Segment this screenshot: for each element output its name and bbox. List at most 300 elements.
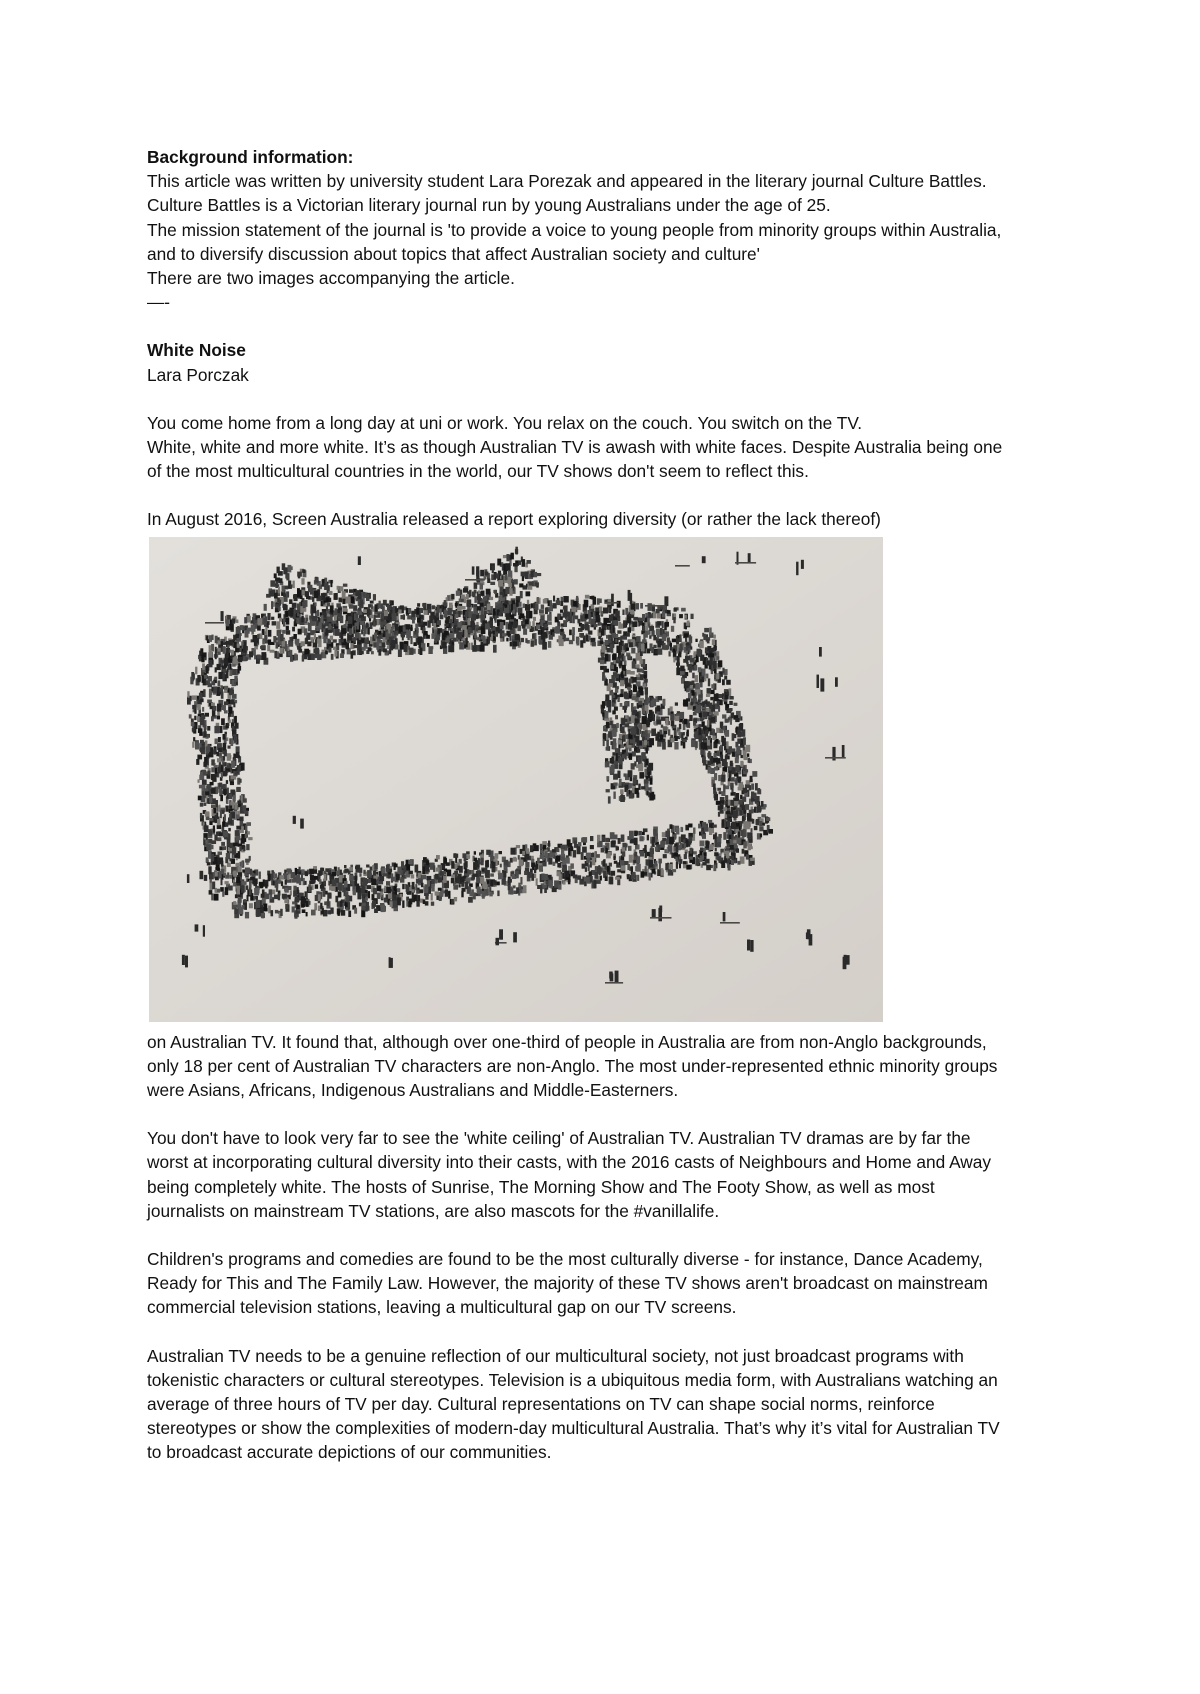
crowd-figure xyxy=(329,591,333,595)
crowd-figure xyxy=(187,696,191,704)
crowd-figure xyxy=(320,884,325,888)
crowd-figure xyxy=(658,858,662,863)
crowd-figure xyxy=(535,582,539,586)
crowd-figure xyxy=(674,608,677,612)
crowd-figure xyxy=(693,683,695,688)
crowd-figure xyxy=(416,901,419,907)
crowd-figure xyxy=(485,870,490,878)
crowd-figure xyxy=(632,621,637,627)
crowd-figure xyxy=(427,643,429,647)
crowd-figure xyxy=(234,716,237,723)
crowd-figure xyxy=(544,884,547,888)
crowd-figure xyxy=(606,700,611,707)
crowd-figure xyxy=(231,776,235,779)
crowd-figure xyxy=(553,595,555,601)
crowd-figure xyxy=(498,603,502,607)
crowd-figure xyxy=(561,849,564,856)
crowd-figure xyxy=(724,675,727,679)
crowd-figure xyxy=(620,860,624,865)
crowd-figure xyxy=(332,879,337,886)
crowd-figure xyxy=(700,718,704,721)
crowd-figure xyxy=(220,887,224,892)
crowd-figure xyxy=(695,675,698,682)
crowd-figure xyxy=(641,786,645,789)
crowd-figure xyxy=(606,848,608,854)
crowd-figure xyxy=(278,606,281,610)
crowd-figure xyxy=(738,776,741,782)
crowd-figure xyxy=(718,694,723,698)
crowd-figure xyxy=(324,583,328,590)
crowd-figure xyxy=(513,641,518,646)
crowd-figure xyxy=(383,648,387,652)
crowd-figure xyxy=(404,644,408,652)
crowd-figure xyxy=(679,614,683,618)
crowd-figure xyxy=(236,814,240,819)
crowd-figure xyxy=(222,705,226,710)
crowd-figure xyxy=(638,617,642,620)
crowd-figure xyxy=(593,596,597,604)
crowd-figure xyxy=(709,653,714,657)
crowd-figure xyxy=(411,610,416,613)
crowd-figure xyxy=(487,578,490,583)
crowd-figure xyxy=(249,903,253,908)
crowd-figure xyxy=(206,635,208,640)
crowd-figure xyxy=(716,800,721,804)
crowd-figure xyxy=(474,851,476,855)
crowd-figure xyxy=(644,675,647,679)
crowd-figure xyxy=(351,596,355,603)
crowd-figure xyxy=(734,801,738,806)
crowd-figure xyxy=(224,710,228,713)
crowd-figure xyxy=(314,590,319,598)
crowd-figure xyxy=(465,881,469,889)
crowd-figure xyxy=(361,885,365,892)
crowd-figure xyxy=(214,726,219,733)
crowd-figure xyxy=(240,816,244,821)
crowd-figure xyxy=(198,655,200,658)
crowd-figure xyxy=(285,644,288,651)
crowd-figure xyxy=(466,594,469,599)
crowd-figure xyxy=(533,617,536,621)
crowd-figure xyxy=(723,726,726,731)
crowd-figure xyxy=(609,614,612,621)
crowd-figure xyxy=(390,866,393,869)
crowd-figure xyxy=(398,649,402,657)
crowd-figure xyxy=(714,634,716,638)
crowd-figure xyxy=(695,683,700,689)
crowd-figure xyxy=(310,874,314,879)
crowd-figure xyxy=(346,895,349,903)
crowd-figure xyxy=(675,702,678,705)
crowd-figure xyxy=(526,848,529,854)
crowd-figure xyxy=(444,600,447,606)
crowd-figure xyxy=(317,654,322,660)
crowd-figure xyxy=(591,853,595,857)
crowd-figure xyxy=(217,758,221,762)
crowd-figure xyxy=(707,739,710,745)
crowd-figure xyxy=(218,672,223,679)
crowd-figure xyxy=(215,876,219,880)
crowd-figure xyxy=(244,617,247,623)
crowd-figure xyxy=(691,690,695,696)
crowd-figure xyxy=(374,908,378,913)
tv-crowd-illustration xyxy=(149,537,883,1022)
crowd-figure xyxy=(626,790,629,797)
crowd-figure xyxy=(278,879,281,883)
crowd-figure xyxy=(205,791,209,795)
crowd-figure xyxy=(269,889,273,894)
crowd-figure xyxy=(392,606,395,610)
crowd-figure xyxy=(288,651,292,655)
crowd-figure xyxy=(375,604,378,612)
crowd-figure xyxy=(714,794,718,801)
crowd-figure xyxy=(615,764,619,768)
crowd-figure xyxy=(601,848,604,853)
crowd-figure xyxy=(302,589,305,594)
crowd-figure xyxy=(607,865,610,871)
crowd-figure xyxy=(557,863,561,868)
crowd-figure xyxy=(357,892,361,899)
crowd-figure xyxy=(338,891,342,897)
crowd-figure xyxy=(655,846,658,851)
crowd-figure xyxy=(706,864,711,870)
background-line: Culture Battles is a Victorian literary journal run by young Australians under the age of 25. xyxy=(147,195,831,216)
crowd-figure xyxy=(211,681,215,685)
crowd-figure xyxy=(321,593,326,601)
crowd-figure xyxy=(617,697,619,702)
crowd-figure xyxy=(358,592,362,599)
crowd-figure xyxy=(275,577,280,581)
crowd-figure xyxy=(573,850,576,857)
crowd-figure xyxy=(274,573,277,578)
crowd-figure xyxy=(349,627,352,635)
crowd-figure xyxy=(708,820,712,823)
crowd-figure xyxy=(372,901,376,907)
crowd-figure xyxy=(286,610,288,616)
crowd-figure xyxy=(424,864,429,871)
crowd-figure xyxy=(680,665,684,671)
crowd-figure xyxy=(439,871,444,876)
crowd-figure xyxy=(243,899,246,902)
crowd-figure xyxy=(525,604,530,611)
crowd-figure xyxy=(461,606,466,610)
crowd-figure xyxy=(419,889,423,893)
crowd-figure xyxy=(726,840,729,843)
crowd-figure xyxy=(520,613,524,618)
crowd-figure xyxy=(766,817,770,821)
crowd-figure xyxy=(640,603,643,609)
crowd-figure xyxy=(505,574,508,580)
crowd-figure xyxy=(228,885,233,890)
crowd-figure xyxy=(314,633,316,639)
crowd-figure xyxy=(613,782,617,785)
crowd-figure xyxy=(653,829,656,836)
crowd-figure xyxy=(711,684,714,688)
crowd-figure xyxy=(318,617,320,622)
crowd-figure xyxy=(521,638,524,642)
crowd-figure xyxy=(211,687,213,691)
crowd-figure xyxy=(556,855,561,861)
crowd-figure xyxy=(328,648,331,652)
crowd-figure xyxy=(597,842,600,847)
crowd-figure xyxy=(676,827,679,834)
crowd-figure xyxy=(305,901,308,907)
crowd-figure xyxy=(627,874,629,879)
crowd-figure xyxy=(739,810,743,816)
crowd-figure xyxy=(636,653,640,661)
crowd-figure xyxy=(617,630,621,634)
crowd-figure xyxy=(509,582,512,586)
crowd-figure xyxy=(542,853,545,860)
crowd-figure xyxy=(268,639,271,645)
crowd-figure xyxy=(749,839,753,843)
crowd-figure xyxy=(703,725,707,730)
crowd-figure xyxy=(494,589,497,593)
crowd-figure xyxy=(714,668,717,673)
crowd-figure xyxy=(685,626,687,630)
crowd-figure xyxy=(260,906,264,912)
crowd-figure xyxy=(733,840,736,843)
crowd-figure xyxy=(413,642,417,646)
crowd-figure xyxy=(685,637,687,642)
crowd-figure xyxy=(433,865,435,872)
crowd-figure xyxy=(565,857,570,863)
crowd-figure xyxy=(655,860,658,866)
background-line: and to diversify discussion about topics that affect Australian society and culture' xyxy=(147,243,760,264)
crowd-figure xyxy=(243,881,247,885)
crowd-figure xyxy=(251,624,256,631)
crowd-figure xyxy=(736,848,739,852)
crowd-figure xyxy=(274,592,278,598)
crowd-figure xyxy=(295,609,300,612)
crowd-figure xyxy=(301,896,305,904)
crowd-figure xyxy=(435,891,440,895)
crowd-figure xyxy=(190,676,193,684)
crowd-figure xyxy=(505,604,508,607)
crowd-figure xyxy=(586,635,588,641)
crowd-figure xyxy=(334,593,337,600)
crowd-figure xyxy=(598,622,601,625)
crowd-figure xyxy=(285,573,288,578)
crowd-figure xyxy=(400,641,404,649)
crowd-figure xyxy=(510,614,514,619)
crowd-figure xyxy=(485,610,487,614)
crowd-figure xyxy=(537,857,540,863)
crowd-figure xyxy=(294,618,296,623)
crowd-figure xyxy=(292,636,294,641)
crowd-figure xyxy=(499,611,502,615)
crowd-figure xyxy=(225,881,229,884)
crowd-figure xyxy=(582,846,587,852)
crowd-figure xyxy=(707,639,710,643)
crowd-figure xyxy=(726,679,731,684)
crowd-figure xyxy=(236,752,240,758)
crowd-figure xyxy=(343,583,348,586)
crowd-figure xyxy=(226,768,230,771)
crowd-figure xyxy=(691,613,694,618)
crowd-figure xyxy=(743,737,746,745)
crowd-figure xyxy=(335,608,338,615)
crowd-figure xyxy=(731,860,734,865)
crowd-figure xyxy=(702,834,706,839)
crowd-figure xyxy=(489,631,491,636)
crowd-figure xyxy=(233,882,235,886)
crowd-figure xyxy=(627,654,630,659)
crowd-figure xyxy=(729,770,732,776)
crowd-figure xyxy=(304,648,309,654)
crowd-figure xyxy=(282,893,287,898)
crowd-figure xyxy=(235,830,240,837)
crowd-figure xyxy=(386,894,388,899)
crowd-figure xyxy=(257,634,259,638)
crowd-figure xyxy=(629,830,634,838)
crowd-figure xyxy=(590,836,593,841)
crowd-figure xyxy=(525,619,529,624)
crowd-figure xyxy=(218,747,222,751)
crowd-figure xyxy=(685,614,687,618)
crowd-figure xyxy=(294,594,298,601)
crowd-figure xyxy=(632,661,636,668)
crowd-figure xyxy=(419,879,422,882)
crowd-figure xyxy=(363,592,366,597)
crowd-figure xyxy=(227,787,229,794)
crowd-figure xyxy=(620,789,624,794)
crowd-figure xyxy=(738,831,740,837)
crowd-figure xyxy=(592,641,596,646)
crowd-figure xyxy=(622,665,626,671)
crowd-figure xyxy=(363,869,365,873)
crowd-figure xyxy=(476,877,480,883)
crowd-figure xyxy=(388,613,392,621)
crowd-figure xyxy=(516,887,519,893)
crowd-figure xyxy=(231,760,235,767)
crowd-figure xyxy=(319,623,322,628)
crowd-figure xyxy=(214,676,217,679)
crowd-figure xyxy=(498,580,503,588)
crowd-figure xyxy=(451,899,454,905)
crowd-figure xyxy=(417,617,421,622)
crowd-figure xyxy=(605,694,609,700)
crowd-figure xyxy=(558,884,561,889)
crowd-figure xyxy=(236,787,241,792)
crowd-figure xyxy=(761,801,764,807)
crowd-figure xyxy=(218,737,221,742)
crowd-figure xyxy=(366,864,369,867)
crowd-figure xyxy=(728,830,732,834)
crowd-figure xyxy=(750,857,755,860)
crowd-figure xyxy=(652,836,655,842)
crowd-figure xyxy=(643,626,645,631)
crowd-figure xyxy=(507,555,510,561)
crowd-figure xyxy=(508,633,510,637)
crowd-figure xyxy=(218,857,223,864)
crowd-figure xyxy=(334,650,337,657)
crowd-figure xyxy=(552,849,556,852)
crowd-figure xyxy=(590,861,592,867)
crowd-figure xyxy=(480,569,484,576)
crowd-figure xyxy=(392,611,395,616)
crowd-figure xyxy=(421,874,426,879)
crowd-figure xyxy=(490,581,495,584)
crowd-figure xyxy=(685,682,689,685)
crowd-figure xyxy=(519,890,523,893)
crowd-figure xyxy=(469,892,473,896)
crowd-figure xyxy=(426,876,431,880)
crowd-figure xyxy=(270,649,275,652)
crowd-figure xyxy=(435,873,439,878)
crowd-figure xyxy=(497,558,501,565)
crowd-figure xyxy=(349,604,353,608)
crowd-figure xyxy=(759,821,762,826)
crowd-figure xyxy=(731,806,733,814)
crowd-figure xyxy=(681,827,683,832)
crowd-figure xyxy=(436,867,440,871)
crowd-figure xyxy=(625,752,627,759)
crowd-figure xyxy=(748,757,751,762)
crowd-figure xyxy=(595,607,599,611)
crowd-figure xyxy=(657,613,661,618)
crowd-figure xyxy=(355,875,358,880)
crowd-figure xyxy=(386,886,391,892)
crowd-figure xyxy=(707,688,712,693)
crowd-figure xyxy=(411,874,415,878)
crowd-figure xyxy=(487,603,491,610)
crowd-figure xyxy=(729,701,733,705)
crowd-figure xyxy=(344,865,347,868)
crowd-figure xyxy=(542,642,547,650)
crowd-figure xyxy=(738,787,742,791)
crowd-figure xyxy=(292,901,295,904)
crowd-figure xyxy=(750,779,753,782)
crowd-figure xyxy=(518,560,521,565)
crowd-figure xyxy=(632,751,636,756)
crowd-figure xyxy=(221,842,225,846)
crowd-figure xyxy=(635,788,639,794)
crowd-figure xyxy=(233,702,235,707)
crowd-figure xyxy=(618,838,621,844)
crowd-figure xyxy=(458,632,463,639)
crowd-figure xyxy=(580,633,584,638)
crowd-figure xyxy=(614,706,618,710)
crowd-figure xyxy=(742,816,744,821)
crowd-figure xyxy=(605,762,607,767)
crowd-figure xyxy=(474,631,477,638)
crowd-figure xyxy=(604,726,606,729)
crowd-figure xyxy=(400,615,403,619)
crowd-figure xyxy=(268,630,272,637)
crowd-figure xyxy=(389,600,392,604)
crowd-figure xyxy=(417,603,420,607)
crowd-figure xyxy=(371,651,374,654)
crowd-figure xyxy=(606,721,609,728)
crowd-figure xyxy=(452,637,456,641)
crowd-figure xyxy=(687,729,689,736)
crowd-figure xyxy=(432,605,435,609)
crowd-figure xyxy=(202,707,204,712)
crowd-figure xyxy=(720,754,723,760)
crowd-figure xyxy=(641,643,645,651)
crowd-figure xyxy=(640,850,644,856)
crowd-figure xyxy=(306,892,308,898)
crowd-figure xyxy=(232,847,236,855)
crowd-figure xyxy=(344,868,348,872)
crowd-figure xyxy=(630,671,635,675)
crowd-figure xyxy=(554,880,559,887)
crowd-figure xyxy=(520,591,523,598)
crowd-figure xyxy=(613,625,615,633)
crowd-figure xyxy=(686,652,688,656)
crowd-figure xyxy=(570,846,573,851)
